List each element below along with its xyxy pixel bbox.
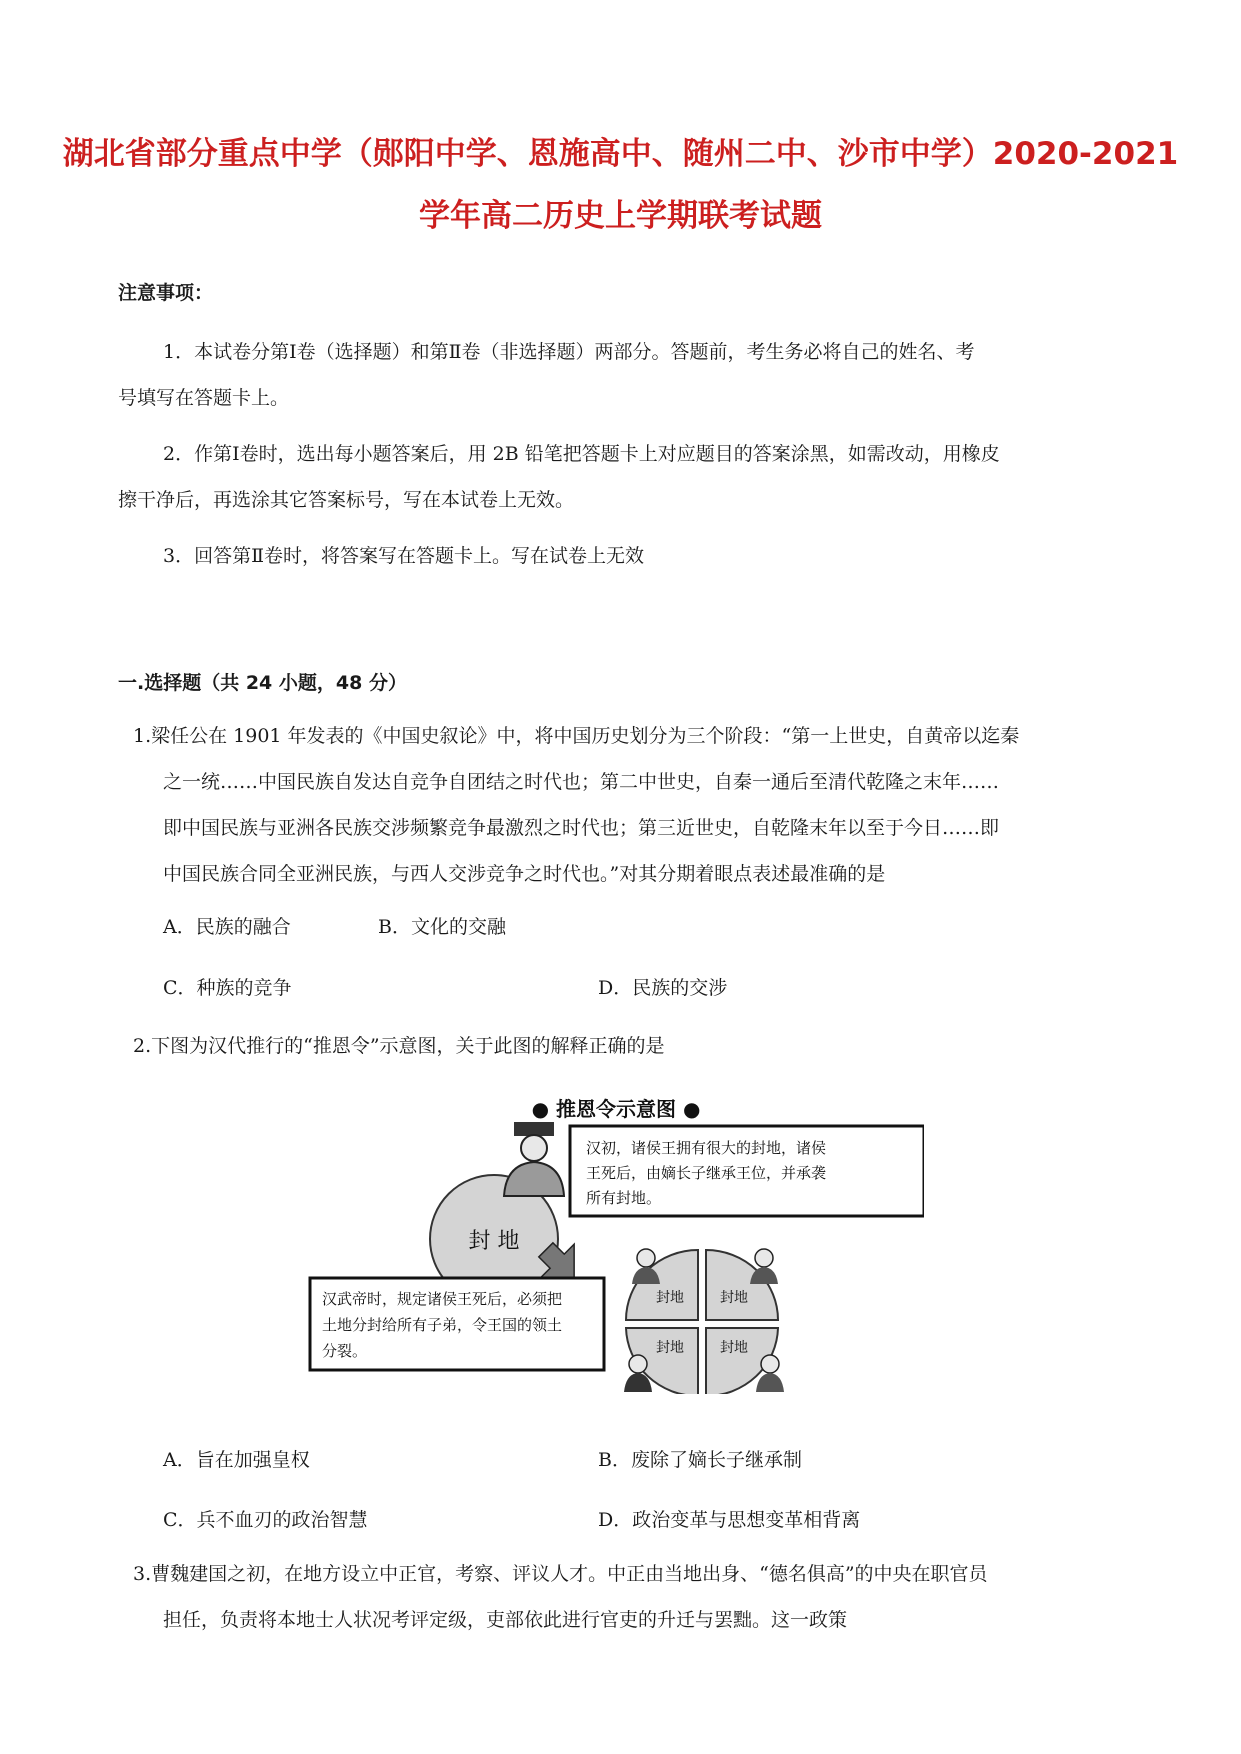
q3-stem-line-1: 3.曹魏建国之初，在地方设立中正官，考察、评议人才。中正由当地出身、“德名俱高”的中央在职官员 [133, 1563, 988, 1585]
notice-item-2-line-1: 2．作第Ⅰ卷时，选出每小题答案后，用 2B 铅笔把答题卡上对应题目的答案涂黑，如需改动，用橡皮 [163, 443, 1000, 465]
q1-stem-line-4: 中国民族合同全亚洲民族，与西人交涉竞争之时代也。”对其分期着眼点表述最准确的是 [163, 863, 886, 885]
quad-label-1: 封地 [656, 1290, 684, 1306]
exam-title-line-1: 湖北省部分重点中学（郧阳中学、恩施高中、随州二中、沙市中学）2020-2021 [62, 136, 1179, 172]
section-heading: 一.选择题（共 24 小题，48 分） [118, 672, 407, 694]
diagram-large-fief-label: 封 地 [468, 1229, 520, 1254]
q2-option-a: A．旨在加强皇权 [163, 1449, 310, 1471]
quad-label-2: 封地 [720, 1290, 748, 1306]
tuienling-diagram [308, 1098, 924, 1394]
q2-option-c: C．兵不血刃的政治智慧 [163, 1509, 368, 1531]
q1-option-d: D．民族的交涉 [598, 977, 728, 999]
q3-stem-line-2: 担任，负责将本地士人状况考评定级，吏部依此进行官吏的升迁与罢黜。这一政策 [163, 1609, 848, 1631]
notice-heading: 注意事项： [118, 282, 214, 304]
diagram-box-1-line-1: 汉初，诸侯王拥有很大的封地，诸侯 [586, 1139, 827, 1157]
diagram-box-2-line-2: 土地分封给所有子弟，令王国的领土 [322, 1316, 563, 1334]
diagram-box-2-line-1: 汉武帝时，规定诸侯王死后，必须把 [322, 1290, 563, 1308]
q1-stem-line-2: 之一统……中国民族自发达自竞争自团结之时代也；第二中世史，自秦一通后至清代乾隆之末年…… [163, 771, 1000, 793]
q1-option-c: C．种族的竞争 [163, 977, 292, 999]
q2-stem: 2.下图为汉代推行的“推恩令”示意图，关于此图的解释正确的是 [133, 1035, 665, 1057]
diagram-box-1-line-3: 所有封地。 [586, 1189, 662, 1207]
q1-stem-line-3: 即中国民族与亚洲各民族交涉频繁竞争最激烈之时代也；第三近世史，自乾隆末年以至于今日……即 [163, 817, 1000, 839]
lord-figure-icon [504, 1122, 564, 1196]
notice-item-3: 3．回答第Ⅱ卷时，将答案写在答题卡上。写在试卷上无效 [163, 545, 645, 567]
q2-option-d: D．政治变革与思想变革相背离 [598, 1509, 861, 1531]
exam-title-line-2: 学年高二历史上学期联考试题 [419, 198, 822, 234]
diagram-box-2-line-3: 分裂。 [322, 1342, 368, 1360]
q1-option-a: A．民族的融合 [163, 916, 291, 938]
diagram-title: ● 推恩令示意图 ● [531, 1098, 701, 1121]
diagram-box-1-line-2: 王死后，由嫡长子继承王位，并承袭 [586, 1164, 827, 1182]
notice-item-2-line-2: 擦干净后，再选涂其它答案标号，写在本试卷上无效。 [118, 489, 575, 511]
notice-item-1-line-1: 1．本试卷分第Ⅰ卷（选择题）和第Ⅱ卷（非选择题）两部分。答题前，考生务必将自己的姓名、考 [163, 341, 975, 363]
q1-stem-line-1: 1.梁任公在 1901 年发表的《中国史叙论》中，将中国历史划分为三个阶段：“第一上世史，自黄帝以迄秦 [133, 725, 1020, 747]
q1-option-b: B．文化的交融 [378, 916, 506, 938]
quad-label-4: 封地 [720, 1340, 748, 1356]
notice-item-1-line-2: 号填写在答题卡上。 [118, 387, 290, 409]
quad-label-3: 封地 [656, 1340, 684, 1356]
q2-option-b: B．废除了嫡长子继承制 [598, 1449, 802, 1471]
